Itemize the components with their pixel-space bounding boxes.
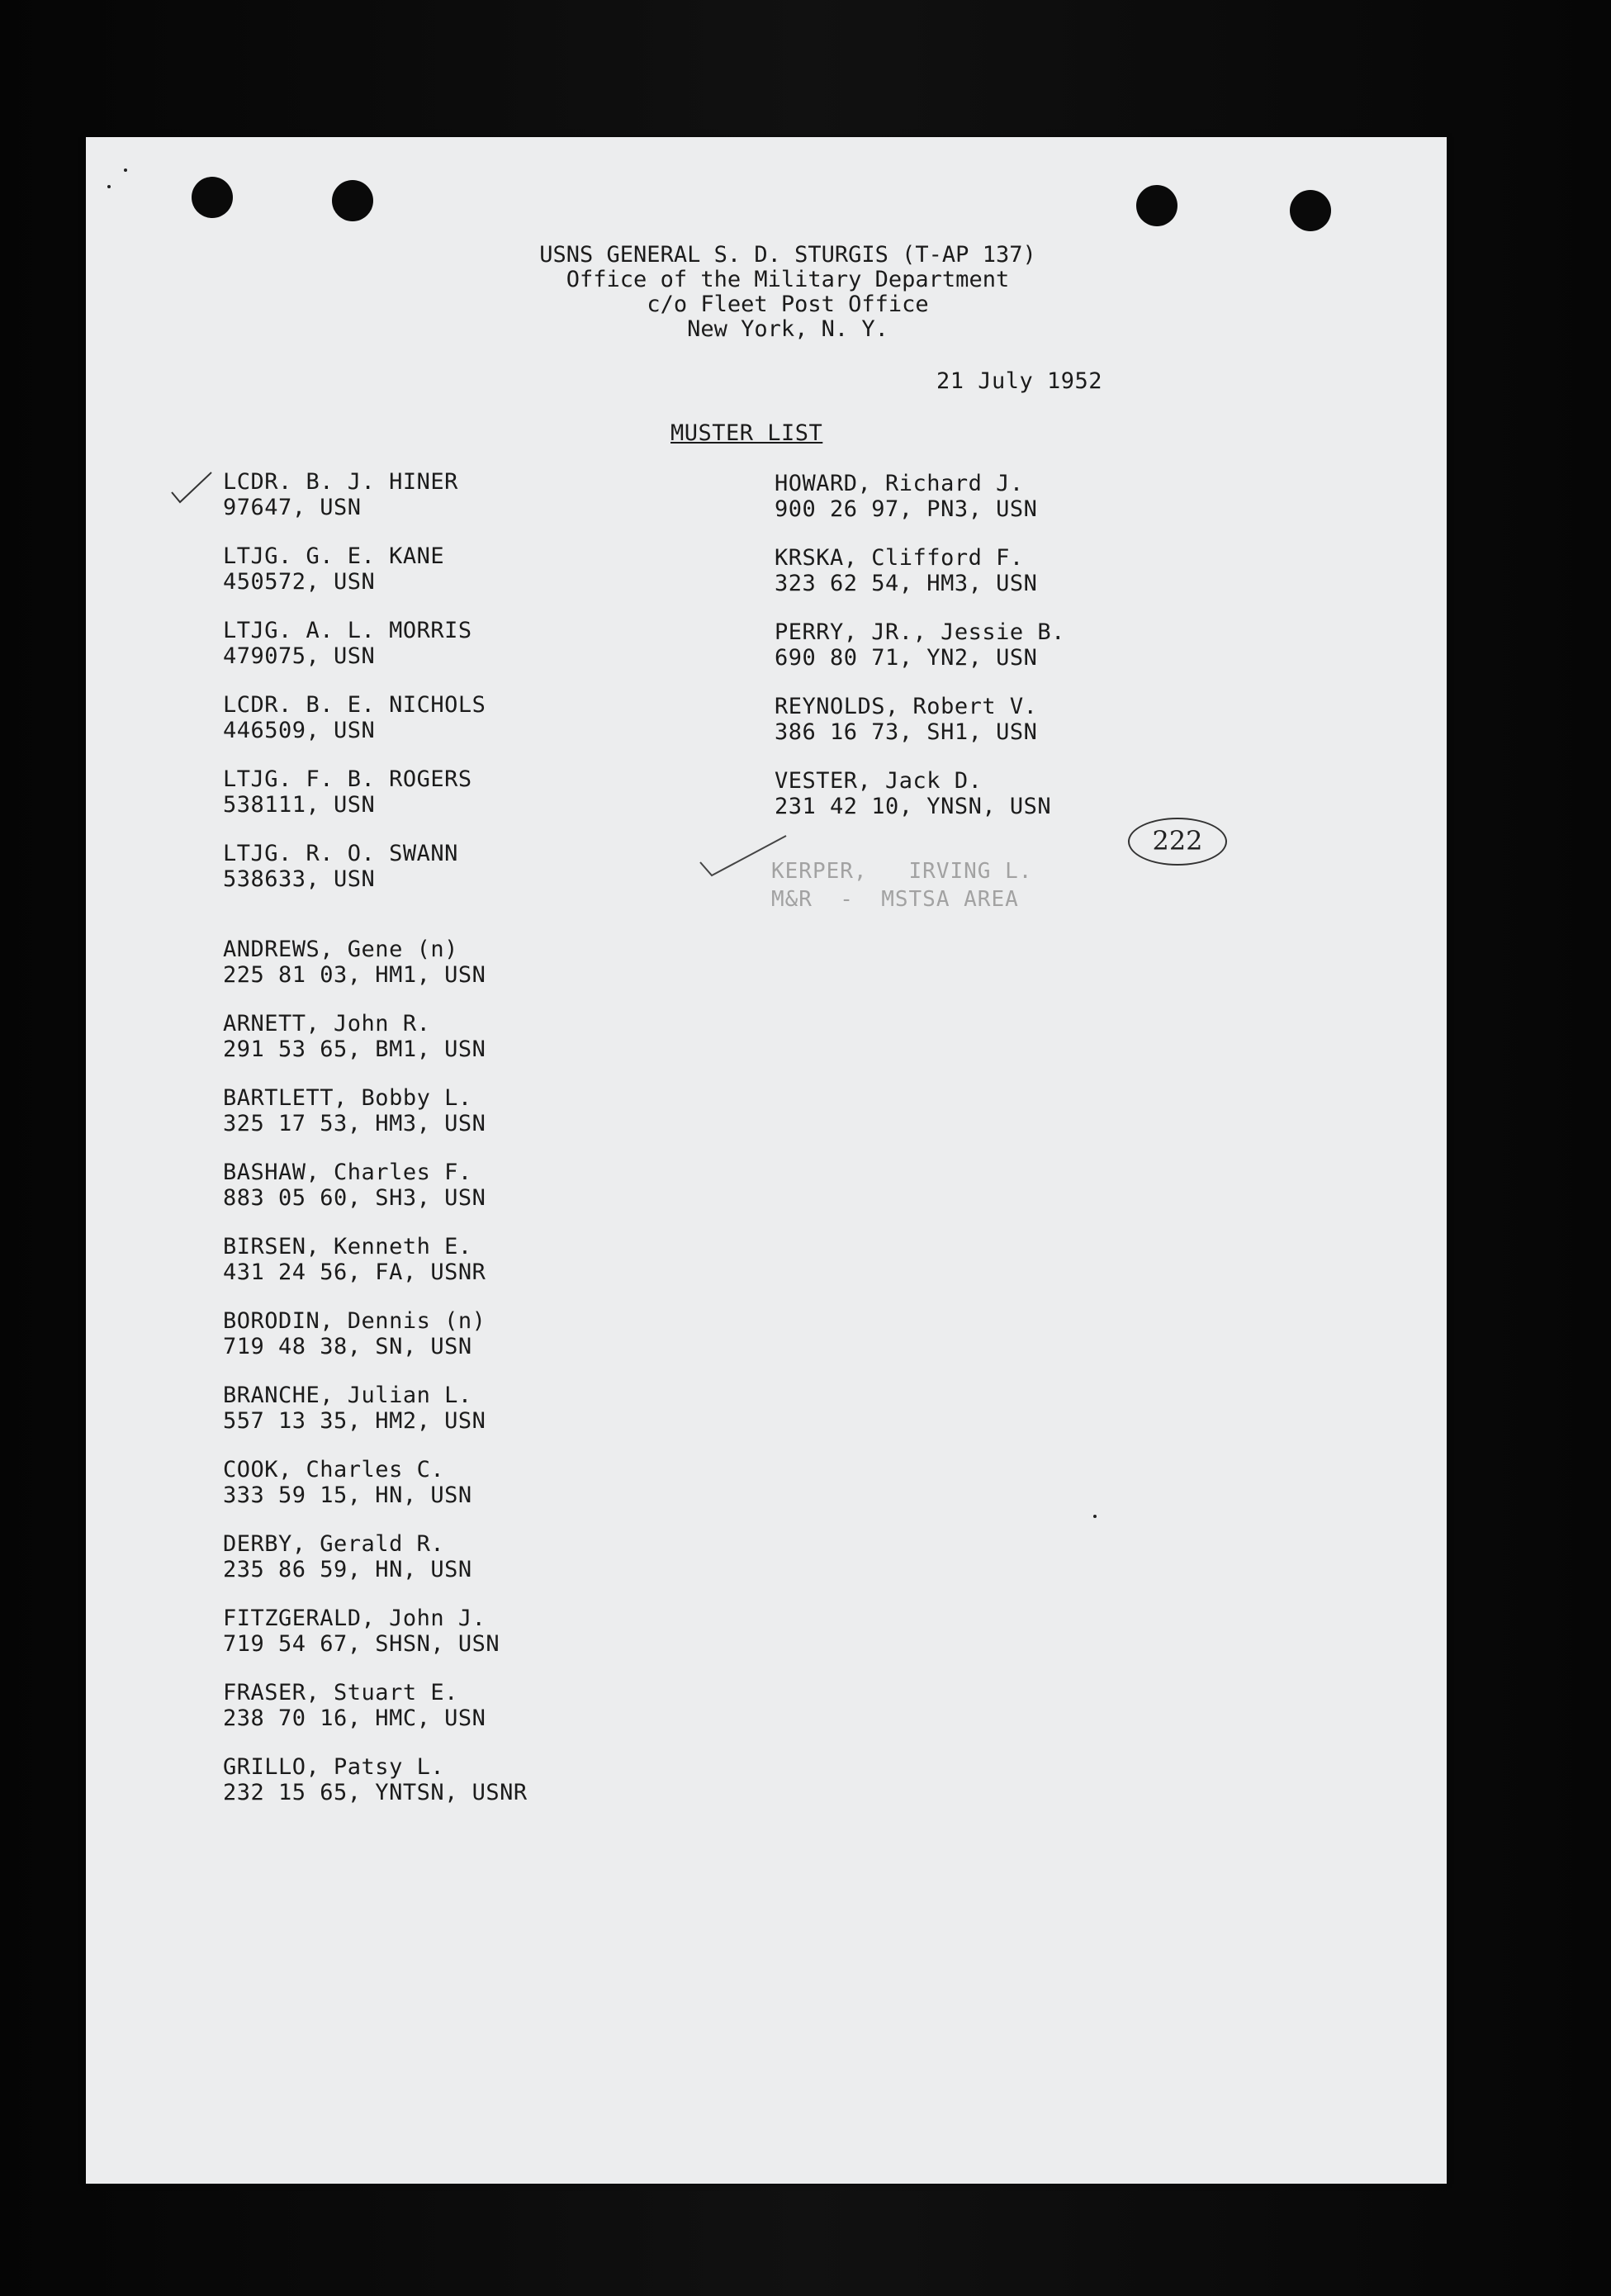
entry-name: ANDREWS, Gene (n) <box>223 937 458 962</box>
muster-entry <box>223 1457 472 1508</box>
entry-name: LTJG. R. O. SWANN <box>223 841 458 866</box>
muster-entry <box>223 1308 486 1359</box>
entry-service-number: 225 81 03, HM1, USN <box>223 962 486 988</box>
document-title: MUSTER LIST <box>670 420 823 446</box>
faded-entry-note: M&R - MSTSA AREA <box>771 887 1019 912</box>
muster-entry <box>223 766 472 818</box>
checkmark-icon <box>168 467 218 509</box>
entry-name: FRASER, Stuart E. <box>223 1680 458 1705</box>
muster-entry <box>775 619 1065 671</box>
entry-name: PERRY, JR., Jessie B. <box>775 619 1065 645</box>
entry-name: FITZGERALD, John J. <box>223 1606 486 1631</box>
entry-service-number: 238 70 16, HMC, USN <box>223 1705 486 1731</box>
muster-entry <box>223 692 486 743</box>
muster-entry <box>223 1234 486 1285</box>
entry-name: BORODIN, Dennis (n) <box>223 1308 486 1334</box>
letterhead-line: USNS GENERAL S. D. STURGIS (T-AP 137) <box>539 242 1036 268</box>
entry-service-number: 450572, USN <box>223 569 376 595</box>
entry-service-number: 479075, USN <box>223 643 376 669</box>
letterhead-line: Office of the Military Department <box>566 267 1010 292</box>
entry-name: BRANCHE, Julian L. <box>223 1383 472 1408</box>
letterhead <box>499 243 1077 342</box>
muster-entry <box>223 1754 528 1805</box>
document-date: 21 July 1952 <box>936 368 1103 394</box>
muster-entry <box>223 1160 486 1211</box>
muster-entry <box>223 543 444 595</box>
entry-service-number: 323 62 54, HM3, USN <box>775 571 1038 596</box>
muster-entry <box>223 1531 472 1582</box>
entry-service-number: 431 24 56, FA, USNR <box>223 1259 486 1285</box>
entry-name: BIRSEN, Kenneth E. <box>223 1234 472 1259</box>
entry-service-number: 557 13 35, HM2, USN <box>223 1408 486 1434</box>
page-number-stamp: 222 <box>1128 818 1227 866</box>
entry-name: LCDR. B. J. HINER <box>223 469 458 495</box>
entry-name: GRILLO, Patsy L. <box>223 1754 445 1780</box>
muster-entry <box>223 841 458 892</box>
muster-entry <box>223 1383 486 1434</box>
entry-service-number: 235 86 59, HN, USN <box>223 1557 472 1582</box>
entry-name: COOK, Charles C. <box>223 1457 445 1482</box>
entry-service-number: 538633, USN <box>223 866 376 892</box>
entry-service-number: 291 53 65, BM1, USN <box>223 1037 486 1062</box>
muster-entry <box>223 1606 500 1657</box>
muster-entry <box>775 694 1037 745</box>
entry-name: DERBY, Gerald R. <box>223 1531 445 1557</box>
entry-name: HOWARD, Richard J. <box>775 471 1024 496</box>
entry-name: KRSKA, Clifford F. <box>775 545 1024 571</box>
entry-name: LTJG. G. E. KANE <box>223 543 445 569</box>
entry-service-number: 97647, USN <box>223 495 362 520</box>
entry-service-number: 690 80 71, YN2, USN <box>775 645 1038 671</box>
muster-entry <box>223 1085 486 1136</box>
speck <box>124 168 127 172</box>
entry-service-number: 333 59 15, HN, USN <box>223 1482 472 1508</box>
entry-service-number: 386 16 73, SH1, USN <box>775 719 1038 745</box>
entry-name: BASHAW, Charles F. <box>223 1160 472 1185</box>
entry-service-number: 900 26 97, PN3, USN <box>775 496 1038 522</box>
entry-service-number: 883 05 60, SH3, USN <box>223 1185 486 1211</box>
entry-service-number: 325 17 53, HM3, USN <box>223 1111 486 1136</box>
punch-hole <box>1136 185 1177 226</box>
muster-entry <box>223 937 486 988</box>
speck <box>1093 1515 1097 1518</box>
entry-name: LTJG. F. B. ROGERS <box>223 766 472 792</box>
entry-name: LCDR. B. E. NICHOLS <box>223 692 486 718</box>
faded-entry <box>771 857 1032 913</box>
entry-service-number: 719 48 38, SN, USN <box>223 1334 472 1359</box>
faded-entry-name: KERPER, IRVING L. <box>771 859 1033 884</box>
muster-entry <box>223 1680 486 1731</box>
punch-hole <box>1290 190 1331 231</box>
muster-entry <box>775 768 1051 819</box>
entry-name: BARTLETT, Bobby L. <box>223 1085 472 1111</box>
entry-service-number: 538111, USN <box>223 792 376 818</box>
entry-service-number: 719 54 67, SHSN, USN <box>223 1631 500 1657</box>
entry-name: REYNOLDS, Robert V. <box>775 694 1038 719</box>
letterhead-line: c/o Fleet Post Office <box>647 292 929 317</box>
entry-service-number: 231 42 10, YNSN, USN <box>775 794 1052 819</box>
entry-service-number: 446509, USN <box>223 718 376 743</box>
speck <box>107 185 111 188</box>
document-page <box>86 137 1447 2184</box>
punch-hole <box>332 180 373 221</box>
entry-name: VESTER, Jack D. <box>775 768 983 794</box>
entry-service-number: 232 15 65, YNTSN, USNR <box>223 1780 528 1805</box>
muster-entry <box>775 545 1037 596</box>
muster-entry <box>775 471 1037 522</box>
entry-name: LTJG. A. L. MORRIS <box>223 618 472 643</box>
muster-entry <box>223 469 458 520</box>
muster-entry <box>223 618 472 669</box>
muster-entry <box>223 1011 486 1062</box>
punch-hole <box>192 177 233 218</box>
letterhead-line: New York, N. Y. <box>687 316 888 342</box>
entry-name: ARNETT, John R. <box>223 1011 431 1037</box>
